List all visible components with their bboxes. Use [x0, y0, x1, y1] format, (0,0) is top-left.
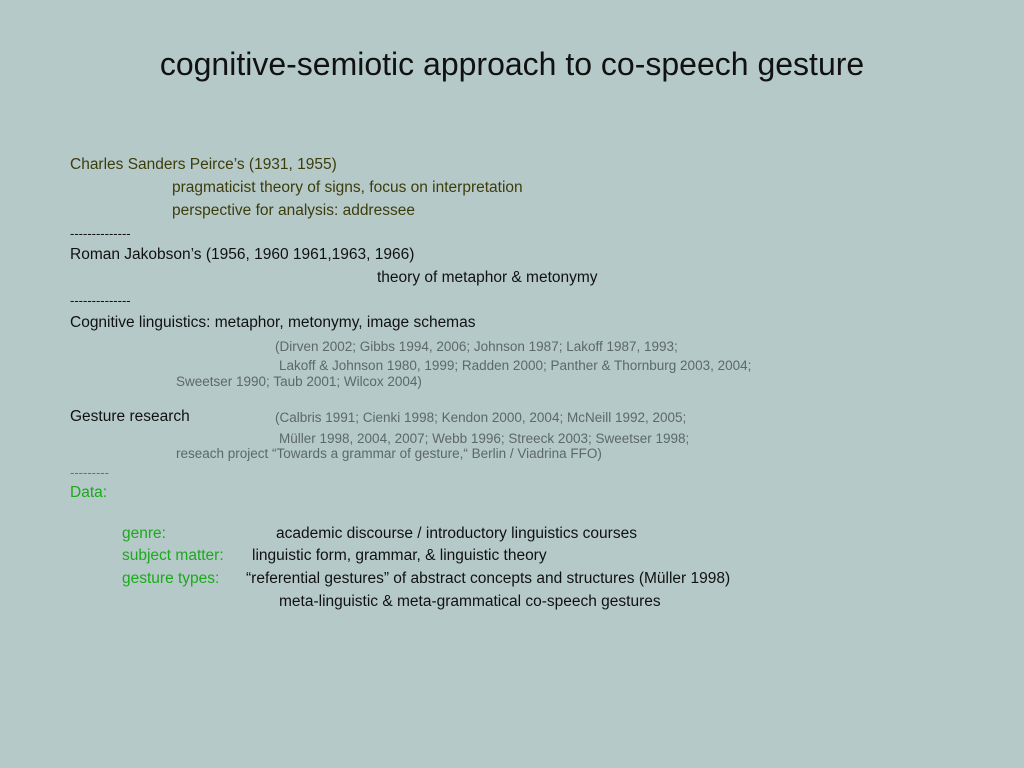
gesture-types-value: “referential gestures” of abstract concepts and structures (Müller 1998)	[246, 570, 731, 587]
gesture-types-value-2: meta-linguistic & meta-grammatical co-speech gestures	[279, 593, 661, 610]
peirce-line-2: perspective for analysis: addressee	[172, 202, 415, 219]
gesture-reference-3: reseach project “Towards a grammar of gesture,“ Berlin / Viadrina FFO)	[176, 446, 602, 461]
gesture-types-label: gesture types:	[122, 570, 220, 587]
genre-value: academic discourse / introductory linguistics courses	[276, 525, 637, 542]
gesture-reference-2: Müller 1998, 2004, 2007; Webb 1996; Streeck 2003; Sweetser 1998;	[279, 431, 690, 446]
gesture-heading: Gesture research	[70, 408, 190, 425]
peirce-line-1: pragmaticist theory of signs, focus on interpretation	[172, 179, 523, 196]
cognitive-reference-3: Sweetser 1990; Taub 2001; Wilcox 2004)	[176, 374, 422, 389]
jakobson-heading: Roman Jakobson’s (1956, 1960 1961,1963, 1966)	[70, 246, 415, 263]
cognitive-heading: Cognitive linguistics: metaphor, metonymy, image schemas	[70, 314, 476, 331]
peirce-heading: Charles Sanders Peirce’s (1931, 1955)	[70, 156, 337, 173]
separator-2: --------------	[70, 293, 131, 308]
data-heading: Data:	[70, 484, 108, 501]
slide-title: cognitive-semiotic approach to co-speech gesture	[159, 46, 865, 82]
gesture-reference-1: (Calbris 1991; Cienki 1998; Kendon 2000, 2004; McNeill 1992, 2005;	[275, 410, 687, 425]
jakobson-line-1: theory of metaphor & metonymy	[377, 269, 598, 286]
cognitive-reference-2: Lakoff & Johnson 1980, 1999; Radden 2000; Panther & Thornburg 2003, 2004;	[279, 358, 752, 373]
subject-matter-label: subject matter:	[122, 547, 224, 564]
subject-matter-value: linguistic form, grammar, & linguistic theory	[252, 547, 547, 564]
cognitive-reference-1: (Dirven 2002; Gibbs 1994, 2006; Johnson 1987; Lakoff 1987, 1993;	[275, 339, 678, 354]
separator-1: --------------	[70, 226, 131, 241]
separator-3: ---------	[70, 465, 109, 480]
genre-label: genre:	[122, 525, 166, 542]
